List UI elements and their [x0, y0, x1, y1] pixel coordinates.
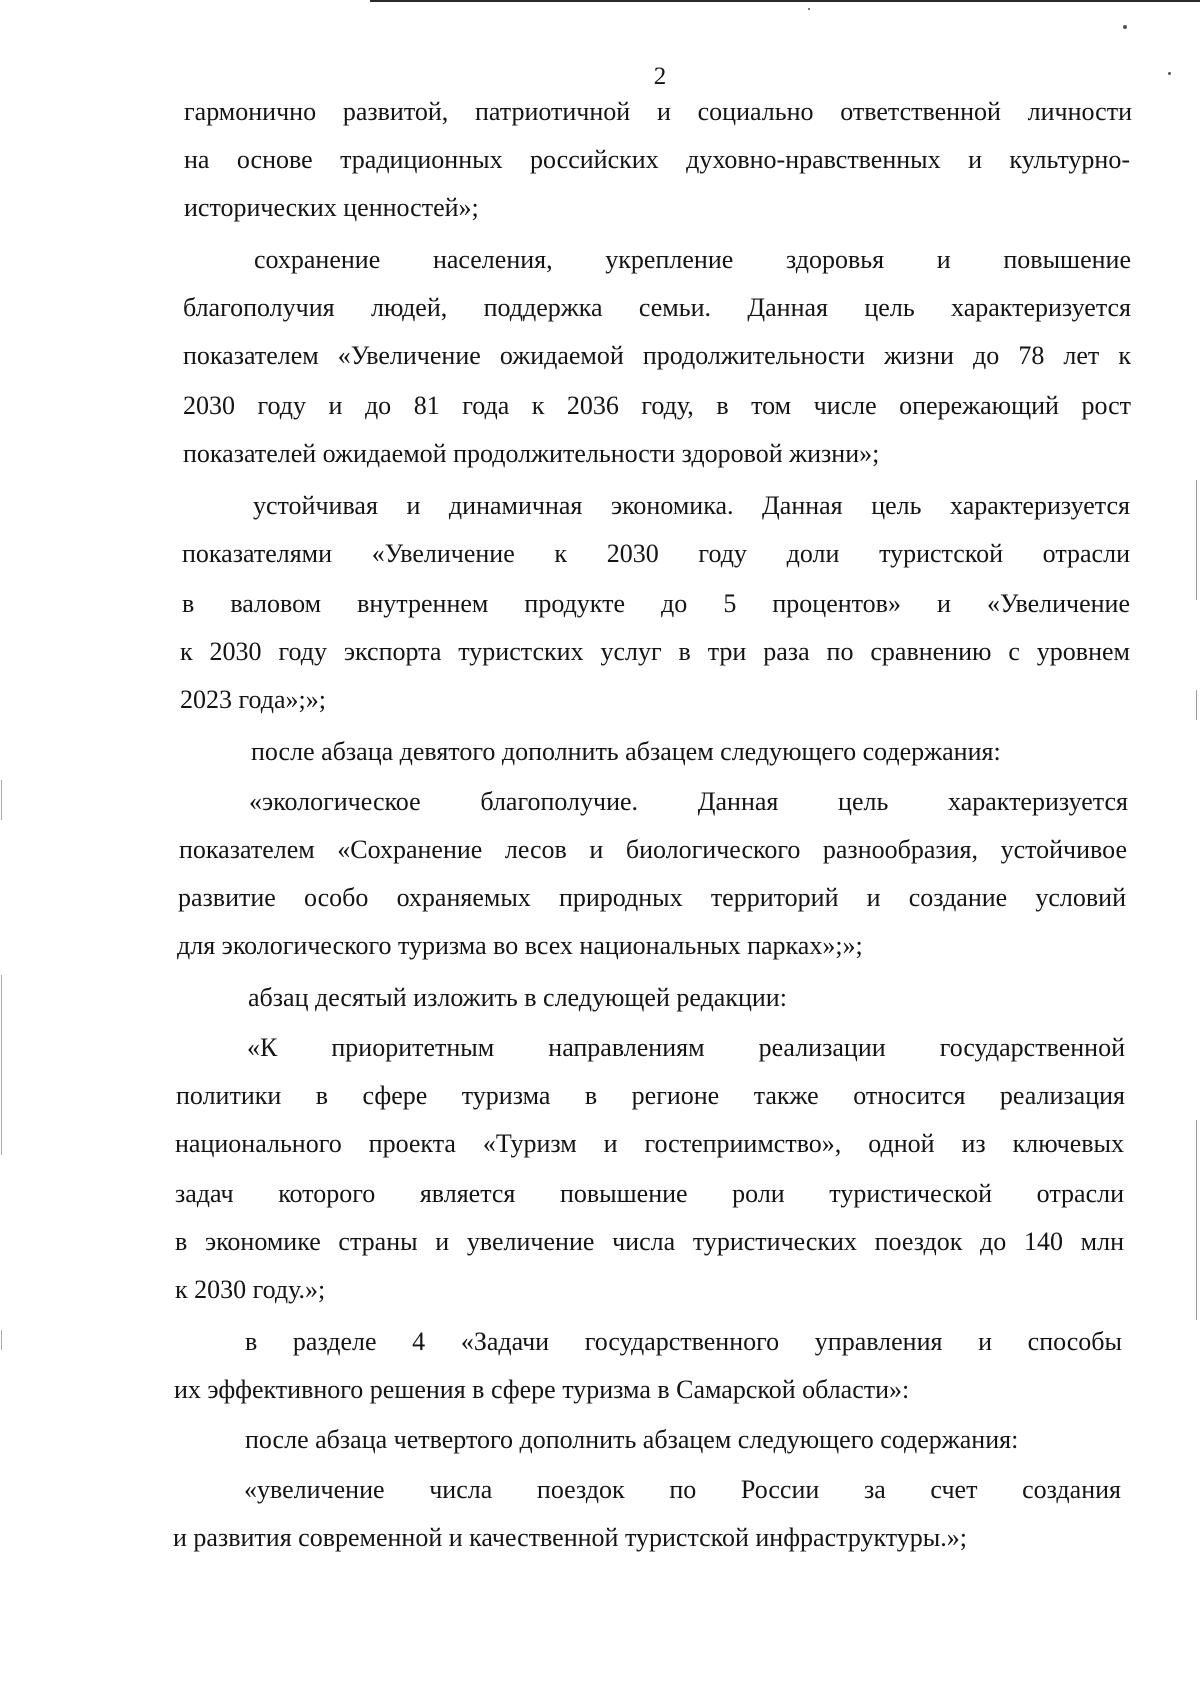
- text-line: в разделе 4 «Задачи государственного управления и способы: [245, 1327, 1122, 1356]
- scan-edge-mark: [1, 1330, 2, 1350]
- scan-edge-mark: [1, 780, 2, 820]
- scan-edge-mark: [1196, 1120, 1197, 1320]
- text-line: гармонично развитой, патриотичной и социально ответственной личности: [184, 97, 1132, 126]
- text-line: сохранение населения, укрепление здоровья и повышение: [254, 245, 1131, 274]
- text-line: 2023 года»;»;: [180, 685, 326, 714]
- text-line: показателей ожидаемой продолжительности здоровой жизни»;: [183, 439, 880, 468]
- text-line: и развития современной и качественной туристской инфраструктуры.»;: [173, 1523, 967, 1552]
- text-line: благополучия людей, поддержка семьи. Данная цель характеризуется: [183, 293, 1131, 322]
- text-line: после абзаца девятого дополнить абзацем следующего содержания:: [251, 737, 1001, 766]
- text-line: для экологического туризма во всех национальных парках»;»;: [177, 931, 863, 960]
- scan-top-border: [370, 0, 1200, 2]
- scan-speck: [1123, 25, 1127, 29]
- text-line: исторических ценностей»;: [184, 193, 479, 222]
- text-line: абзац десятый изложить в следующей редакции:: [248, 983, 787, 1012]
- text-line: в экономике страны и увеличение числа туристических поездок до 140 млн: [175, 1227, 1124, 1256]
- scan-speck: [808, 8, 810, 10]
- text-line: задач которого является повышение роли туристической отрасли: [175, 1179, 1124, 1208]
- text-line: показателем «Увеличение ожидаемой продолжительности жизни до 78 лет к: [183, 341, 1131, 370]
- text-line: к 2030 году экспорта туристских услуг в три раза по сравнению с уровнем: [180, 637, 1130, 666]
- text-line: после абзаца четвертого дополнить абзацем следующего содержания:: [245, 1425, 1019, 1454]
- text-line: на основе традиционных российских духовно-нравственных и культурно-: [184, 145, 1130, 174]
- scan-edge-mark: [1196, 690, 1197, 720]
- text-line: «увеличение числа поездок по России за счет создания: [244, 1475, 1121, 1504]
- text-line: «экологическое благополучие. Данная цель характеризуется: [249, 787, 1128, 816]
- text-line: показателями «Увеличение к 2030 году доли туристской отрасли: [182, 539, 1130, 568]
- text-line: развитие особо охраняемых природных территорий и создание условий: [178, 883, 1126, 912]
- text-line: показателем «Сохранение лесов и биологического разнообразия, устойчивое: [179, 835, 1127, 864]
- text-line: в валовом внутреннем продукте до 5 процентов» и «Увеличение: [182, 589, 1130, 618]
- text-line: «К приоритетным направлениям реализации государственной: [247, 1033, 1125, 1062]
- page-number: 2: [653, 63, 667, 90]
- text-line: к 2030 году.»;: [175, 1275, 326, 1304]
- text-line: политики в сфере туризма в регионе также относится реализация: [176, 1081, 1125, 1110]
- scan-edge-mark: [1196, 480, 1197, 600]
- text-line: 2030 году и до 81 года к 2036 году, в том числе опережающий рост: [183, 391, 1131, 420]
- text-line: национального проекта «Туризм и гостеприимство», одной из ключевых: [175, 1129, 1124, 1158]
- scan-edge-mark: [1, 975, 2, 1155]
- text-line: их эффективного решения в сфере туризма в Самарской области»:: [174, 1375, 910, 1404]
- text-line: устойчивая и динамичная экономика. Данная цель характеризуется: [253, 491, 1130, 520]
